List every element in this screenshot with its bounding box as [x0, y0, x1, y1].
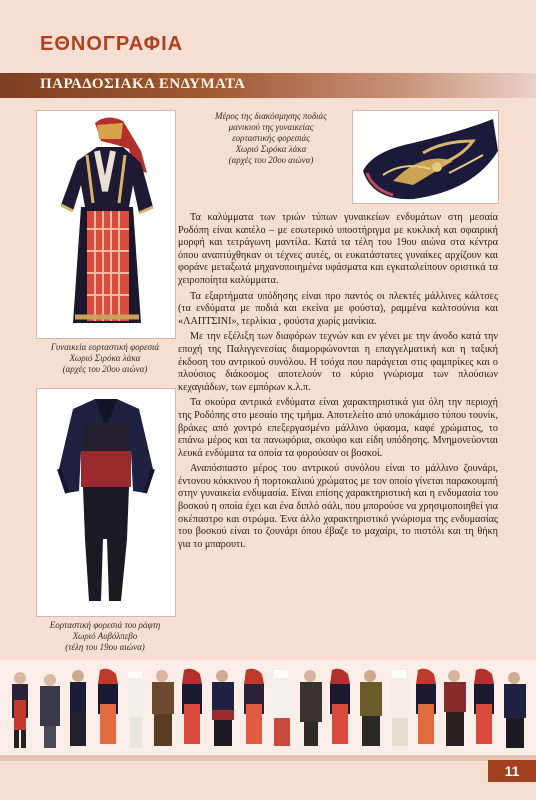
photo-sleeve-embroidery: [352, 110, 499, 204]
costume-figures-illustration: [0, 660, 536, 760]
photo-tailor-costume: [36, 388, 176, 617]
paragraph: Αναπόσπαστο μέρος του αντρικού συνόλου είναι το μάλλινο ζουνάρι, έντονου κόκκινου ή πορτοκαλιού χρώματος με τον οποίο γίνεται παρακουμπή στην γυναικεία ενδυμασία. Είναι επίσης χαρακτηριστική και η ενδυμασία του βοσκού η οποία έχει και ένα διπλό σάλι, που μπορούσε να χρησιμοποιηθεί για σκέπαστρο και στρώμα. Ένα άλλο χαρακτηριστικό γνώρισμα της ενδυμασίας του βοσκού είναι το ζουνάρι όπου έβαζε το μαχαίρι, το πιστόλι και τη θήκη για το μπαρουτι.: [178, 463, 498, 550]
paragraph: Τα σκούρα αντρικά ενδύματα είναι χαρακτηριστικά για όλη την περιοχή της Ροδόπης στο μεσαίο της τμήμα. Αποτελείτο από υποκάμισο τύπου τουνίκ, βράκες από χοντρό επεξεργασμένο μάλλινο ύφασμα, καφέ χρώματος, το επάνω μέρος και τα πανωφόρια, σκούφο και είδη υπόδησης. Μνημονεύονται λευκά ενδύματα τα οποία τα φορούσαν οι βοσκοί.: [178, 397, 498, 459]
photo-womens-costume: [36, 110, 176, 339]
section-title: ΠΑΡΑΔΟΣΙΑΚΑ ΕΝΔΥΜΑΤΑ: [40, 76, 246, 92]
paragraph: Τα καλύμματα των τριών τύπων γυναικείων ενδυμάτων στη μεσαία Ροδόπη είναι καπέλο – με εσωτερικό υποστήριγμα με κυκλική και σφαιρική μορφή και τετράγωνη μαντίλα. Κατά τα τέλη του 19ου αιώνα στα κέντρα όπου αναπτύχθηκαν οι τέχνες αυτές, οι ευκατάστατες γυναίκες αρχίζουν και φοράνε μεταξωτά μηχανοποιημένα υφάσματα και εγκαταλείπουν οριστικά τα χειροποίητα καλύμματα.: [178, 212, 498, 286]
page-title: ΕΘΝΟΓΡΑΦΙΑ: [40, 33, 184, 55]
paragraph: Με την εξέλιξη των διαφόρων τεχνών και εν γένει με την άνοδο κατά την εποχή της Παλιγγενεσίας διαμορφώνονται η επαγγελματική και η ταξική έκδοση του αντρικού συνόλου. Η τσόχα που παράγεται στις φαμπρίκες και ο πλούσιος διάκοσμος αποτελούν το κύριο γνώρισμα των πλούσιων κεχαγιάδων, των εμπόρων κ.λ.π.: [178, 331, 498, 393]
paragraph: Τα εξαρτήματα υπόδησης είναι προ παντός οι πλεκτές μάλλινες κάλτσες (τα ενδύματα με ποδιά και εκείνα με φούστα), ραμμένα καλτσούνια και «ΛΑΠΤΣΙΝΙ», τερλίκια , φούστα χωρίς μανίκια.: [178, 290, 498, 327]
costume-figures-strip: [0, 660, 536, 760]
page-number: 11: [488, 760, 536, 782]
tailor-costume-illustration: [37, 389, 175, 616]
article-body: [178, 212, 498, 554]
caption-sleeve-detail: Μέρος της διακόσμησης ποδιάς μανικιού της γυναικείας εορταστικής φορεσιάς Χωριό Σιρόκα λάκα (αρχές του 20ου αιώνα): [215, 111, 327, 165]
caption-womens-costume: Γυναικεία εορταστική φορεσιά Χωριό Σιρόκα λάκα (αρχές του 20ου αιώνα): [50, 342, 160, 374]
womens-costume-illustration: [37, 111, 175, 338]
footer-divider: [0, 755, 536, 761]
caption-tailor-costume: Εορταστική φορεσιά του ράφτη Χωριό Αυβόλπεβο (τέλη του 19ου αιώνα): [49, 620, 161, 652]
sleeve-embroidery-illustration: [353, 111, 498, 203]
